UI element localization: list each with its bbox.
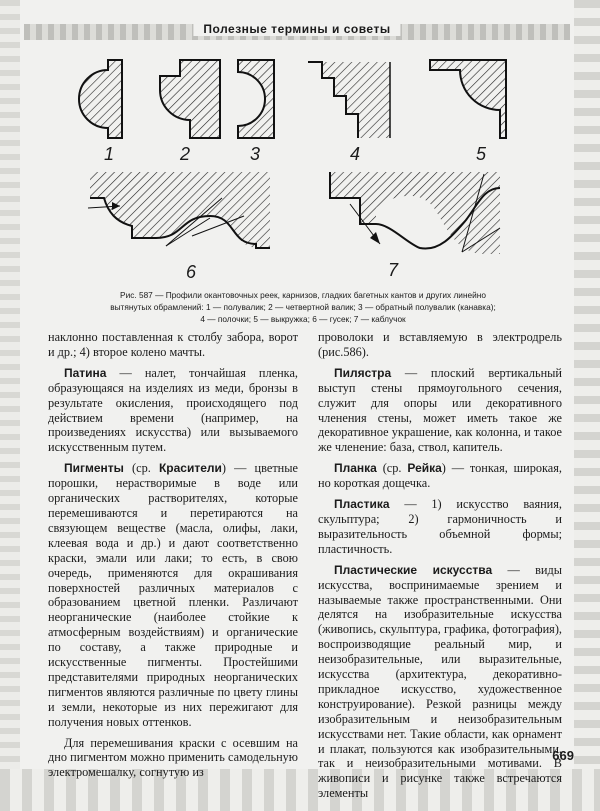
entry-plastic-arts <box>318 563 562 802</box>
caption-line: вытянутых обрамлений: 1 — полувалик; 2 — четвертной валик; 3 — обратный полувалик (канавка); <box>110 302 496 312</box>
paragraph: проволоки и вставляемую в электродрель (рис.586). <box>318 330 562 359</box>
definition-pigments: ) — цветные порошки, нерастворимые в воде или органических растворителях, которые перемешиваются и перетираются на связующем веществе (масла, олифы, лаки, клеевая вода и др.) и дают соответственно краски, эмали или лаки; то есть, в свою очередь, применяются для окрашивания поверхностей различных материалов с образованием цветной пленки. Различают неорганические (наиболее стойкие к атмосферным воздействиям) и органические по составу, а также природные и искусственные пигменты. Простейшими представителями природных неорганических пигментов являются различные по цвету глины и земли, некоторые из них пережигают для получения новых оттенков. <box>48 461 298 729</box>
paragraph-mixing: Для перемешивания краски с осевшим на дно пигментом можно применить самодельную электромешалку, согнутую из <box>48 735 298 780</box>
figure-profiles <box>60 48 540 288</box>
profile-6-ogee <box>88 172 270 248</box>
profile-2-quarter-round <box>160 60 220 138</box>
term-plastic-arts: Пластические искусства <box>334 562 493 577</box>
figure-caption <box>70 289 536 325</box>
entry-planka <box>318 461 562 491</box>
profile-label-3: 3 <box>250 144 261 164</box>
entry-pigments <box>48 461 298 729</box>
entry-plastika <box>318 497 562 557</box>
profile-label-4: 4 <box>350 144 361 164</box>
term-planka: Планка <box>334 461 377 476</box>
profile-3-reverse-half-round <box>238 60 274 138</box>
cross-ref-rail: Рейка <box>407 461 442 476</box>
term-pigments: Пигменты <box>64 461 124 476</box>
cross-ref-dyes: Красители <box>158 461 222 476</box>
entry-pilaster <box>318 366 562 455</box>
page-number: 669 <box>552 748 574 763</box>
right-column <box>318 330 562 807</box>
profile-5-cove <box>430 60 506 138</box>
definition-pilaster: — плоский вертикальный выступ стены прямоугольного сечения, служит для опоры или декоративного членения стены, может иметь такое же декоративное украшение, как колонна, и такое же членение: база, ствол, капитель. <box>318 365 562 455</box>
profiles-drawing <box>60 48 540 288</box>
term-patina: Патина <box>64 365 107 380</box>
profile-7-cyma-reversa <box>304 172 500 254</box>
left-ornament-border <box>0 0 20 811</box>
term-plastika: Пластика <box>334 497 390 512</box>
page-header <box>24 14 570 48</box>
caption-line: Рис. 587 — Профили окантовочных реек, карнизов, гладких багетных кантов и других линейно <box>120 290 486 300</box>
profile-label-5: 5 <box>476 144 487 164</box>
left-column <box>48 330 298 786</box>
definition-plastika: — 1) искусство ваяния, скульптура; 2) гармоничность и выразительность объемной формы; пластичность. <box>318 497 562 556</box>
profile-4-shelves <box>304 62 390 138</box>
term-pilaster: Пилястра <box>334 365 392 380</box>
profile-label-1: 1 <box>104 144 115 164</box>
right-ornament-border <box>574 0 600 811</box>
entry-patina <box>48 366 298 455</box>
profile-label-2: 2 <box>180 144 191 164</box>
profile-1-half-round <box>79 60 122 138</box>
definition-plastic-arts: — виды искусства, воспринимаемые зрением и называемые также пространственными. Они делятся на изобразительные искусства (живопись, скульптура, графика, фотография), воспроизводящие реальный мир, и неизобразительные, или выразительные, искусства (архитектура, декоративно-прикладное искусство, художественное конструирование). Резкой разницы между изобразительным и неизобразительным искусствами нет. Такие области, как орнамент и плакат, пользуются как изобразительными, так и неизобразительными мотивами. В живописи и рисунке также встречаются элементы <box>318 562 562 801</box>
paragraph: наклонно поставленная к столбу забора, ворот и др.; 4) второе колено мачты. <box>48 330 298 359</box>
definition-patina: — налет, тончайшая пленка, образующаяся на изделиях из меди, бронзы в результате окисления, происходящего под действием времени (например, на произведениях искусства) или вызываемого искусственным путем. <box>48 365 298 455</box>
profile-label-7: 7 <box>388 260 399 280</box>
definition-planka: ) — тонкая, широкая, но короткая дощечка. <box>318 461 562 491</box>
profile-label-6: 6 <box>186 262 197 282</box>
caption-line: 4 — полочки; 5 — выкружка; 6 — гусек; 7 — каблучок <box>200 314 406 324</box>
cross-ref-prefix: (ср. <box>123 461 159 476</box>
cross-ref-prefix: (ср. <box>376 461 408 476</box>
page-title: Полезные термины и советы <box>193 22 400 36</box>
